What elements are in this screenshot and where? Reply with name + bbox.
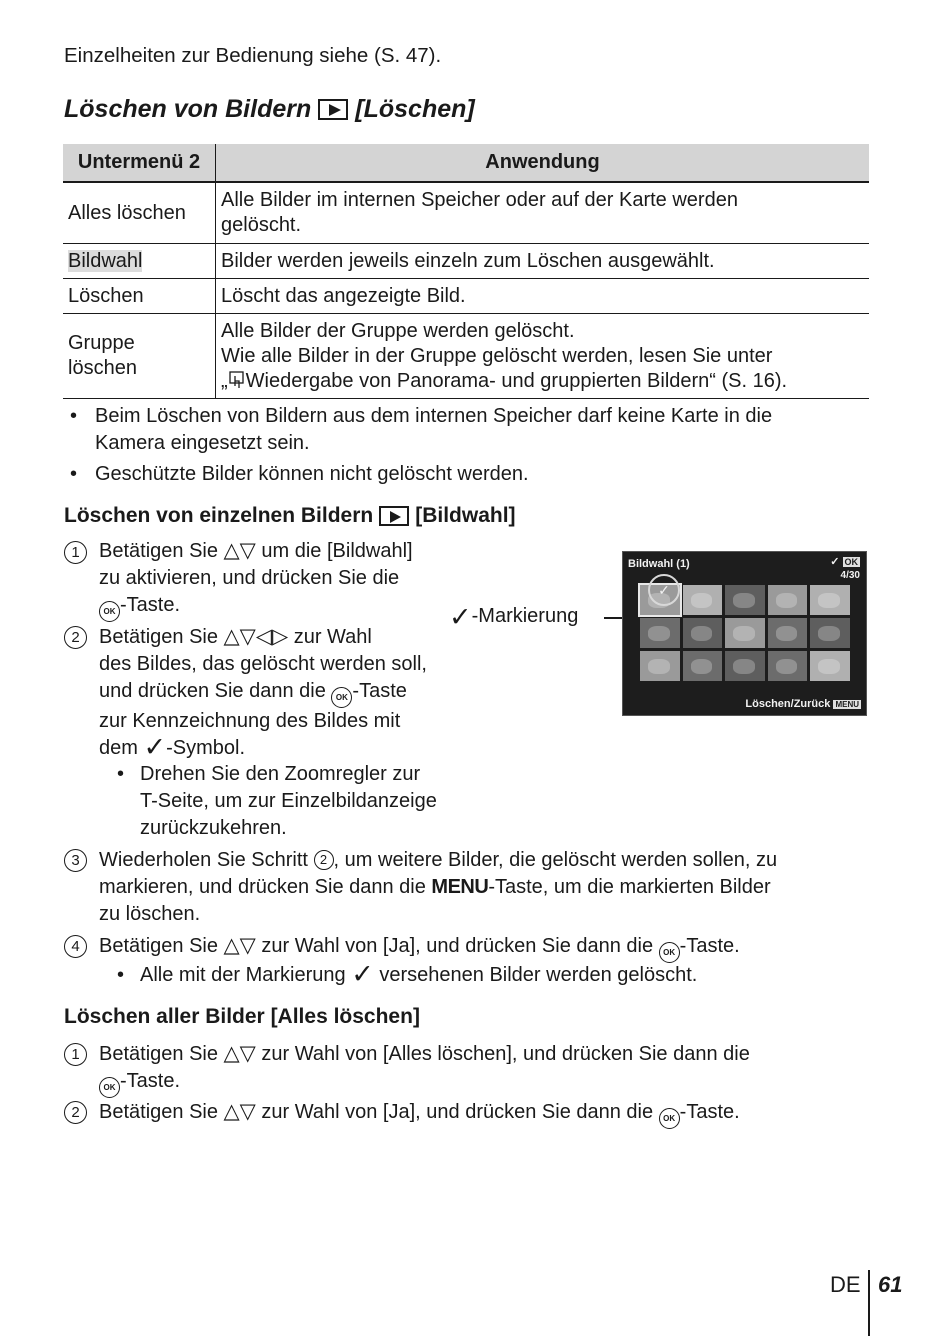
check-mark-icon: ✓	[351, 959, 374, 989]
step-number: 2	[64, 626, 87, 649]
note-item: • Geschützte Bilder können nicht gelöscht werden.	[70, 461, 860, 489]
thumbnail	[640, 618, 680, 648]
thumbnail	[810, 618, 850, 648]
bullet: •	[117, 763, 125, 785]
step-number: 2	[64, 1101, 87, 1124]
step-2: Betätigen Sie △▽◁▷ zur Wahl des Bildes, das gelöscht werden soll, und drücken Sie dann die OK -Taste zur Kennzeichnung des Bildes mit dem ✓-Symbol.	[99, 625, 427, 762]
check-mark-callout	[449, 601, 579, 632]
step-number: 1	[64, 541, 87, 564]
thumbnail	[725, 651, 765, 681]
menu-button-label: MENU	[431, 876, 489, 898]
row-name-highlight: Bildwahl	[68, 249, 143, 272]
step-2-note: • Drehen Sie den Zoomregler zur T-Seite, um zur Einzelbildanzeige zurückzukehren.	[117, 763, 437, 839]
section-title	[64, 95, 475, 124]
intro-text: Einzelheiten zur Bedienung siehe (S. 47).	[64, 44, 442, 67]
thumbnail	[683, 651, 723, 681]
step-4: Betätigen Sie △▽ zur Wahl von [Ja], und drücken Sie dann die OK -Taste.	[99, 933, 869, 963]
submenu-table	[63, 144, 869, 399]
subsection-title-bildwahl: Löschen von einzelnen Bildern [Bildwahl]	[64, 504, 516, 527]
row-desc: Alle Bilder der Gruppe werden gelöscht. Wie alle Bilder in der Gruppe gelöscht werden, lesen Sie unter „ Wiedergabe von Panorama- und gruppierten Bildern“ (S. 16).	[216, 314, 870, 399]
step-2-all: Betätigen Sie △▽ zur Wahl von [Ja], und drücken Sie dann die OK -Taste.	[99, 1099, 869, 1129]
thumbnail	[768, 618, 808, 648]
ok-button-icon: OK	[331, 687, 352, 708]
lcd-ok-indicator: ✓ OK	[830, 556, 858, 568]
section-title-suffix: [Löschen]	[355, 95, 475, 123]
step-4-note: • Alle mit der Markierung ✓ versehenen Bilder werden gelöscht.	[117, 959, 698, 989]
check-mark-icon: ✓	[449, 601, 472, 632]
row-name	[63, 244, 216, 279]
camera-lcd-screen	[622, 551, 867, 716]
step-number: 1	[64, 1043, 87, 1066]
selection-check-icon: ✓	[648, 574, 680, 606]
row-desc: Bilder werden jeweils einzeln zum Löschen ausgewählt.	[216, 244, 870, 279]
lcd-title: Bildwahl (1)	[628, 558, 690, 570]
step-3: Wiederholen Sie Schritt 2 , um weitere Bilder, die gelöscht werden sollen, zu markieren, und drücken Sie dann die MENU-Taste, um die markierten Bilder zu löschen.	[99, 849, 778, 925]
up-down-arrows-icon: △▽	[223, 539, 256, 562]
bullet: •	[70, 405, 78, 427]
four-way-arrows-icon: △▽◁▷	[223, 625, 289, 648]
row-desc: Alle Bilder im internen Speicher oder auf der Karte werden gelöscht.	[216, 182, 870, 244]
ok-button-icon: OK	[99, 1077, 120, 1098]
panorama-reference-icon	[228, 370, 246, 390]
playback-icon	[379, 506, 409, 526]
bullet: •	[70, 463, 78, 485]
up-down-arrows-icon: △▽	[223, 934, 256, 957]
table-row	[63, 244, 869, 279]
ok-button-icon: OK	[659, 1108, 680, 1129]
table-row	[63, 314, 869, 399]
thumbnail	[810, 585, 850, 615]
callout-label: -Markierung	[471, 605, 579, 627]
up-down-arrows-icon: △▽	[223, 1042, 256, 1065]
ok-button-icon: OK	[659, 942, 680, 963]
step-number: 3	[64, 849, 87, 872]
row-name: Löschen	[63, 279, 216, 314]
check-mark-icon: ✓	[143, 732, 167, 762]
up-down-arrows-icon: △▽	[223, 1100, 256, 1123]
table-header-usage: Anwendung	[216, 144, 870, 182]
step-ref: 2	[314, 850, 334, 870]
page-number: 61	[878, 1272, 903, 1297]
thumbnail	[768, 651, 808, 681]
lcd-footer: Löschen/Zurück MENU	[745, 698, 859, 710]
section-title-text: Löschen von Bildern	[64, 95, 312, 123]
thumbnail	[725, 618, 765, 648]
row-name: Alles löschen	[63, 182, 216, 244]
table-row	[63, 182, 869, 244]
lcd-frame-counter: 4/30	[840, 570, 860, 581]
thumbnail	[683, 585, 723, 615]
step-1-all: Betätigen Sie △▽ zur Wahl von [Alles löschen], und drücken Sie dann die OK -Taste.	[99, 1041, 869, 1098]
ok-button-icon: OK	[99, 601, 120, 622]
thumbnail	[683, 618, 723, 648]
subsection-title-alles-loeschen: Löschen aller Bilder [Alles löschen]	[64, 1005, 420, 1028]
thumbnail	[768, 585, 808, 615]
playback-icon	[318, 99, 348, 120]
table-row	[63, 279, 869, 314]
note-item: • Beim Löschen von Bildern aus dem internen Speicher darf keine Karte in die Kamera eingesetzt sein.	[70, 405, 773, 454]
footer-divider	[868, 1270, 870, 1336]
thumbnail	[725, 585, 765, 615]
row-desc: Löscht das angezeigte Bild.	[216, 279, 870, 314]
row-name: Gruppe löschen	[63, 314, 216, 399]
step-number: 4	[64, 935, 87, 958]
thumbnail	[640, 651, 680, 681]
step-1: Betätigen Sie △▽ um die [Bildwahl] zu aktivieren, und drücken Sie die OK -Taste.	[99, 538, 413, 622]
thumbnail	[810, 651, 850, 681]
language-label: DE	[830, 1272, 861, 1297]
table-header-submenu: Untermenü 2	[63, 144, 216, 182]
bullet: •	[117, 964, 125, 986]
